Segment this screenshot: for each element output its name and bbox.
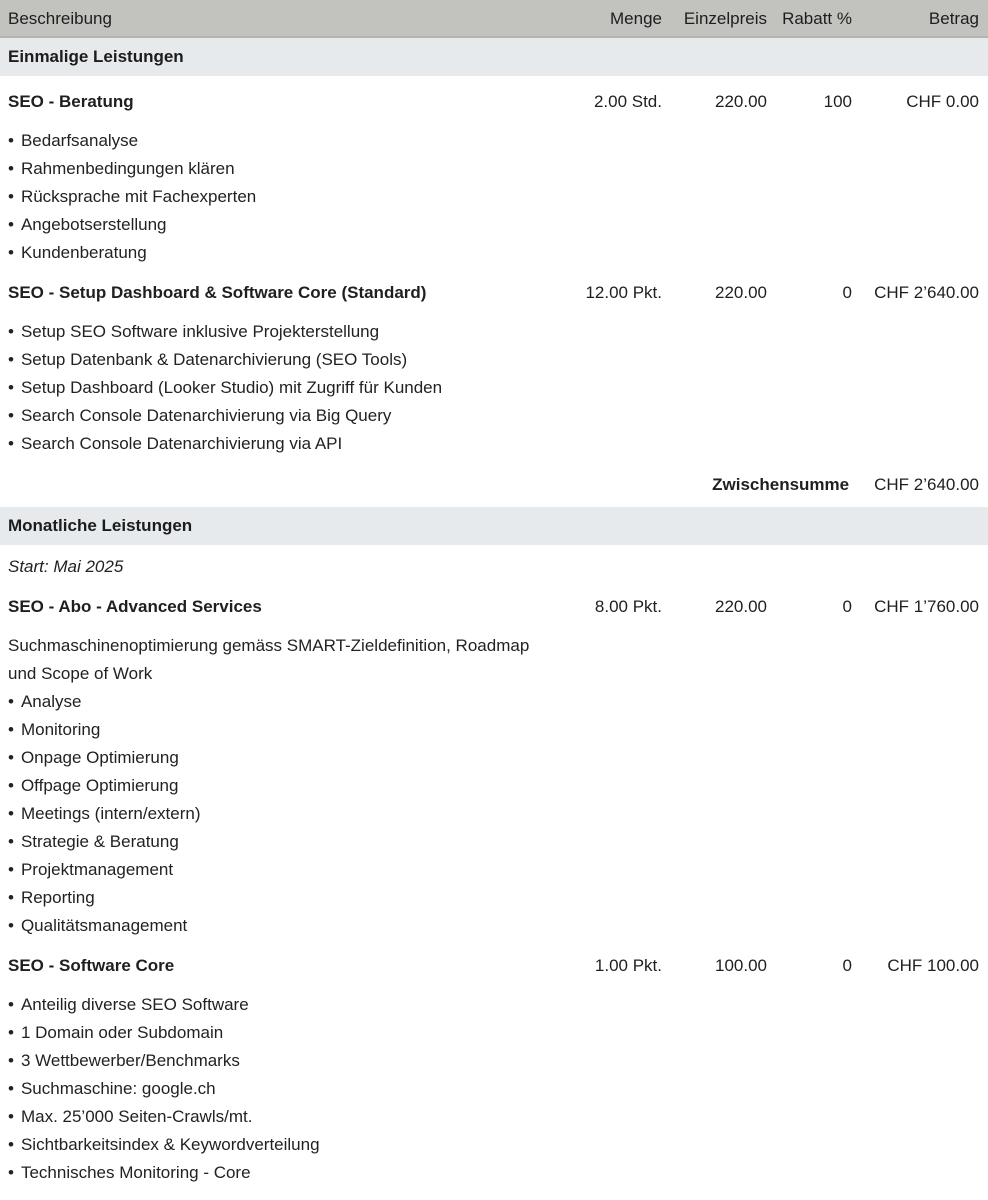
item-description-list bbox=[8, 991, 548, 1187]
bullet-item bbox=[8, 1103, 548, 1131]
bullet-text: Qualitätsmanagement bbox=[20, 916, 188, 935]
section-header-monatliche-leistungen bbox=[0, 507, 988, 545]
item-qty: 1.00 Pkt. bbox=[594, 956, 662, 975]
bullet-item bbox=[8, 744, 548, 772]
bullet-item bbox=[8, 772, 548, 800]
bullet-icon: • bbox=[8, 1163, 14, 1182]
bullet-text: Analyse bbox=[20, 692, 82, 711]
section-header-einmalige-leistungen bbox=[0, 38, 988, 76]
column-header-unit-price: Einzelpreis bbox=[683, 9, 767, 28]
bullet-text: Setup Dashboard (Looker Studio) mit Zugriff für Kunden bbox=[20, 378, 443, 397]
item-title: SEO - Setup Dashboard & Software Core (Standard) bbox=[8, 283, 427, 302]
bullet-icon: • bbox=[8, 692, 14, 711]
bullet-item bbox=[8, 716, 548, 744]
bullet-item bbox=[8, 884, 548, 912]
bullet-icon: • bbox=[8, 776, 14, 795]
bullet-icon: • bbox=[8, 916, 14, 935]
item-description-list bbox=[8, 632, 548, 940]
bullet-text: Angebotserstellung bbox=[20, 215, 167, 234]
section-title: Einmalige Leistungen bbox=[8, 47, 184, 66]
item-qty: 12.00 Pkt. bbox=[585, 283, 662, 302]
bullet-item bbox=[8, 1075, 548, 1103]
bullet-text: Bedarfsanalyse bbox=[20, 131, 139, 150]
bullet-icon: • bbox=[8, 1135, 14, 1154]
bullet-item bbox=[8, 800, 548, 828]
bullet-item bbox=[8, 912, 548, 940]
item-unit-price: 220.00 bbox=[715, 283, 767, 302]
bullet-item bbox=[8, 346, 548, 374]
item-description-list bbox=[8, 318, 548, 458]
bullet-item bbox=[8, 991, 548, 1019]
bullet-icon: • bbox=[8, 832, 14, 851]
bullet-text: Anteilig diverse SEO Software bbox=[20, 995, 249, 1014]
bullet-item bbox=[8, 828, 548, 856]
bullet-icon: • bbox=[8, 406, 14, 425]
item-unit-price: 100.00 bbox=[715, 956, 767, 975]
bullet-icon: • bbox=[8, 215, 14, 234]
bullet-icon: • bbox=[8, 378, 14, 397]
bullet-icon: • bbox=[8, 131, 14, 150]
column-header-amount: Betrag bbox=[928, 9, 979, 28]
item-discount: 0 bbox=[842, 956, 852, 975]
bullet-text: Setup Datenbank & Datenarchivierung (SEO Tools) bbox=[20, 350, 408, 369]
bullet-text: Sichtbarkeitsindex & Keywordverteilung bbox=[20, 1135, 320, 1154]
bullet-item bbox=[8, 1159, 548, 1187]
bullet-item bbox=[8, 856, 548, 884]
bullet-item bbox=[8, 127, 548, 155]
bullet-item bbox=[8, 318, 548, 346]
bullet-text: Search Console Datenarchivierung via API bbox=[20, 434, 343, 453]
bullet-icon: • bbox=[8, 350, 14, 369]
subtotal-row bbox=[8, 471, 979, 499]
item-discount: 0 bbox=[842, 283, 852, 302]
bullet-icon: • bbox=[8, 804, 14, 823]
column-header-description: Beschreibung bbox=[8, 9, 112, 28]
bullet-item bbox=[8, 1019, 548, 1047]
item-discount: 100 bbox=[823, 92, 852, 111]
bullet-item bbox=[8, 183, 548, 211]
bullet-item bbox=[8, 239, 548, 267]
bullet-icon: • bbox=[8, 748, 14, 767]
bullet-icon: • bbox=[8, 187, 14, 206]
section-title: Monatliche Leistungen bbox=[8, 516, 193, 535]
bullet-text: Max. 25’000 Seiten-Crawls/mt. bbox=[20, 1107, 253, 1126]
bullet-text: Rücksprache mit Fachexperten bbox=[20, 187, 257, 206]
bullet-item bbox=[8, 688, 548, 716]
bullet-item bbox=[8, 1131, 548, 1159]
table-header-row bbox=[0, 0, 988, 38]
item-row-seo-software-core bbox=[0, 952, 988, 980]
bullet-item bbox=[8, 430, 548, 458]
item-title: SEO - Abo - Advanced Services bbox=[8, 597, 262, 616]
item-row-seo-abo-advanced bbox=[0, 593, 988, 621]
subtotal-amount: CHF 2’640.00 bbox=[874, 475, 979, 494]
bullet-text: Setup SEO Software inklusive Projekterstellung bbox=[20, 322, 380, 341]
bullet-text: Rahmenbedingungen klären bbox=[20, 159, 235, 178]
bullet-icon: • bbox=[8, 888, 14, 907]
item-amount: CHF 0.00 bbox=[906, 92, 979, 111]
item-row-seo-setup-dashboard bbox=[0, 279, 988, 307]
item-discount: 0 bbox=[842, 597, 852, 616]
bullet-text: Monitoring bbox=[20, 720, 101, 739]
bullet-text: Projektmanagement bbox=[20, 860, 174, 879]
bullet-icon: • bbox=[8, 434, 14, 453]
bullet-text: Reporting bbox=[20, 888, 95, 907]
bullet-text: Strategie & Beratung bbox=[20, 832, 179, 851]
bullet-item bbox=[8, 211, 548, 239]
bullet-text: 1 Domain oder Subdomain bbox=[20, 1023, 224, 1042]
bullet-text: 3 Wettbewerber/Benchmarks bbox=[20, 1051, 240, 1070]
bullet-icon: • bbox=[8, 322, 14, 341]
column-header-qty: Menge bbox=[610, 9, 662, 28]
bullet-icon: • bbox=[8, 720, 14, 739]
item-title: SEO - Software Core bbox=[8, 956, 175, 975]
bullet-item bbox=[8, 402, 548, 430]
bullet-text: Search Console Datenarchivierung via Big Query bbox=[20, 406, 392, 425]
item-title: SEO - Beratung bbox=[8, 92, 134, 111]
subtotal-label: Zwischensumme bbox=[712, 475, 850, 494]
bullet-text: Onpage Optimierung bbox=[20, 748, 179, 767]
bullet-icon: • bbox=[8, 159, 14, 178]
bullet-icon: • bbox=[8, 243, 14, 262]
bullet-item bbox=[8, 155, 548, 183]
column-header-discount: Rabatt % bbox=[782, 9, 852, 28]
item-unit-price: 220.00 bbox=[715, 597, 767, 616]
item-qty: 2.00 Std. bbox=[593, 92, 662, 111]
bullet-icon: • bbox=[8, 860, 14, 879]
bullet-text: Kundenberatung bbox=[20, 243, 147, 262]
item-amount: CHF 1’760.00 bbox=[874, 597, 979, 616]
item-row-seo-beratung bbox=[0, 88, 988, 116]
bullet-text: Technisches Monitoring - Core bbox=[20, 1163, 251, 1182]
bullet-text: Meetings (intern/extern) bbox=[20, 804, 201, 823]
item-unit-price: 220.00 bbox=[715, 92, 767, 111]
bullet-item bbox=[8, 374, 548, 402]
bullet-icon: • bbox=[8, 1079, 14, 1098]
item-description-paragraph: Suchmaschinenoptimierung gemäss SMART-Zieldefinition, Roadmap und Scope of Work bbox=[8, 636, 530, 683]
bullet-icon: • bbox=[8, 995, 14, 1014]
bullet-text: Suchmaschine: google.ch bbox=[20, 1079, 216, 1098]
bullet-icon: • bbox=[8, 1107, 14, 1126]
item-qty: 8.00 Pkt. bbox=[594, 597, 662, 616]
item-description-list bbox=[8, 127, 548, 267]
bullet-text: Offpage Optimierung bbox=[20, 776, 179, 795]
bullet-icon: • bbox=[8, 1023, 14, 1042]
start-date-note: Start: Mai 2025 bbox=[8, 557, 124, 576]
bullet-item bbox=[8, 1047, 548, 1075]
bullet-icon: • bbox=[8, 1051, 14, 1070]
item-amount: CHF 2’640.00 bbox=[874, 283, 979, 302]
item-amount: CHF 100.00 bbox=[887, 956, 979, 975]
